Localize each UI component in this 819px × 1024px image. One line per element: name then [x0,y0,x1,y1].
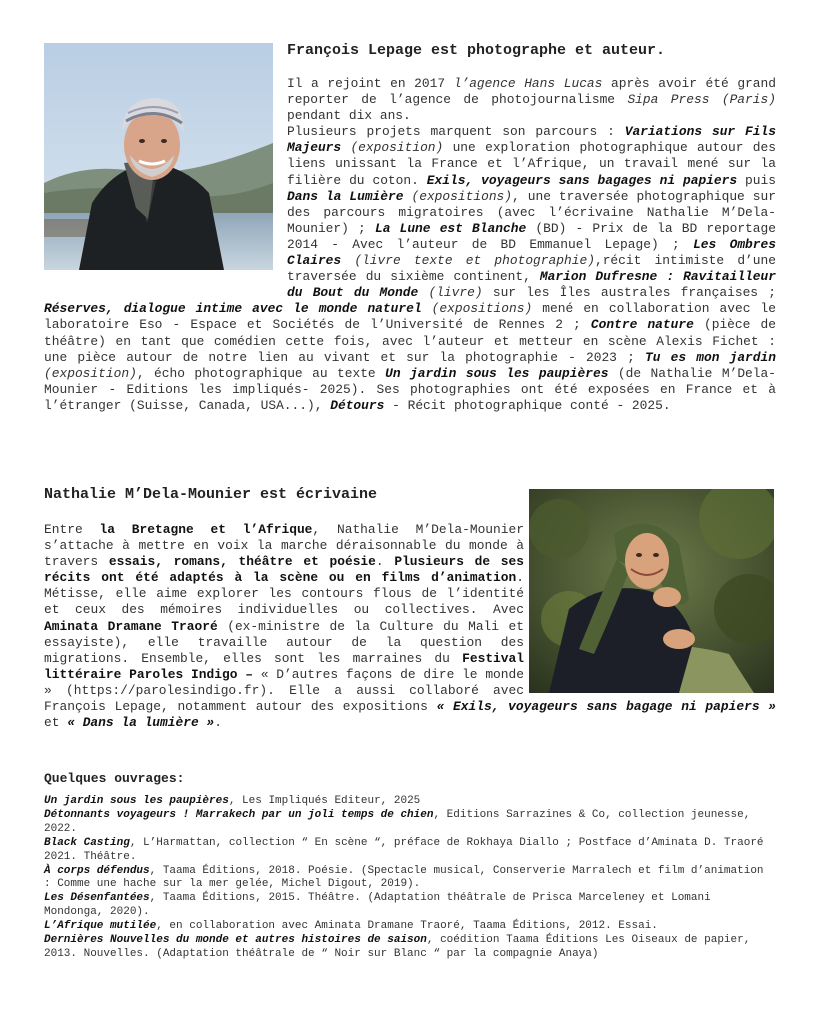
work-item [44,795,774,809]
text-run: Entre [44,522,100,537]
emphasis-text: Variations sur Fils Majeurs [287,124,776,156]
text-run: une exploration photographique autour des liens unissant la France et l’Afrique, un travail mené sur la filière du coton. [287,140,776,188]
work-item [44,892,774,920]
emphasis-text: Marion Dufresne : Ravitailleur du Bout du Monde [287,269,776,301]
emphasis-text: Black Casting [44,836,130,849]
nathalie-title: Nathalie M’Dela-Mounier est écrivaine [44,486,378,503]
text-run [375,221,526,236]
text-run: , Les Impliqués Editeur, 2025 [228,795,421,807]
text-run: l’agence Hans Lucas [453,76,603,91]
emphasis-text: La Lune est Blanche [374,220,527,236]
text-run: puis [737,172,776,188]
text-run: (expositions) [403,188,513,204]
text-run: Plusieurs projets marquent son parcours : [287,124,625,140]
text-run: « D’autres façons de dire le monde » (https://parolesindigo.fr). Elle a aussi collaboré avec François Lepage, notamment autour des expositions [44,666,524,715]
text-run [645,350,776,365]
text-run: . [214,715,222,731]
text-run [427,173,737,188]
text-run: , une traversée photographique sur des parcours migratoires (avec l’écrivaine Nathalie M’Dela-Mounier) ; [287,188,776,236]
text-run: (expositions) [421,301,533,317]
text-run [44,892,150,904]
works-list [44,795,774,962]
text-run [330,398,384,413]
text-run [437,699,776,714]
text-run [67,715,214,730]
text-run: , Editions Sarrazines & Co, collection jeunesse, 2022. [44,808,751,835]
francois-title: François Lepage est photographe et auteur. [287,42,666,59]
text-run: , Nathalie M’Dela-Mounier s’attache à mettre en voix la marche déraisonnable du monde à travers [44,522,524,570]
text-run: (pièce de théâtre) en tant que comédien cette fois, avec l’auteur et metteur en scène Alexis Fichet : une pièce autour de notre lien au vivant et sur la photographie - 2023 ; [44,317,776,365]
works-title: Quelques ouvrages: [44,771,185,786]
text-run: , écho photographique au texte [136,365,386,381]
emphasis-text: Dans la Lumière [287,188,404,204]
emphasis-text: « Exils, voyageurs sans bagage ni papiers » [436,699,776,715]
text-run: Il a rejoint en 2017 [287,76,454,91]
work-item [44,934,774,962]
emphasis-text: Tu es mon jardin [644,349,776,365]
text-run [44,795,229,807]
emphasis-text: Les Désenfantées [44,892,150,905]
text-run: après avoir été grand reporter de l’agence de photojournalisme [287,76,776,108]
text-run: (livre) [418,285,483,301]
emphasis-text: Les Ombres Claires [287,236,776,269]
emphasis-text: Contre nature [590,317,694,333]
text-run: essais, romans, théâtre et poésie [108,554,376,570]
text-run [287,189,404,204]
text-run: Plusieurs de ses récits ont été adaptés à la scène ou en films d’animation [44,554,524,586]
text-run: mené en collaboration avec le laboratoire Eso - Espace et Sociétés de l’Université de Rennes 2 ; [44,301,776,333]
text-run [44,301,422,316]
text-run: , en collaboration avec Aminata Dramane Traoré, Taama Éditions, 2012. Essai. [156,920,658,933]
text-run: (de Nathalie M’Dela-Mounier - Editions les impliqués- 2025). Ses photographies ont été exposées en France et à l’étranger (Suisse, Canada, USA...), [44,365,776,413]
text-run [591,317,694,332]
text-run: , Taama Éditions, 2015. Théâtre. (Adaptation théâtrale de Prisca Marceleney et Lomani Mondonga, 2020). [44,892,711,919]
text-run: . [375,554,395,570]
text-run [44,837,130,849]
text-run: sur les Îles australes françaises ; [482,285,776,301]
text-run: (exposition) [341,140,444,156]
emphasis-text: Détonnants voyageurs ! Marrakech par un joli temps de chien [44,808,434,821]
nathalie-bio [44,522,776,731]
text-run: Aminata Dramane Traoré [44,618,218,634]
emphasis-text: « Dans la lumière » [67,715,215,731]
text-run: Festival littéraire Paroles Indigo – [44,650,524,682]
text-run: (BD) - Prix de la BD reportage 2014 - Avec l’auteur de BD Emmanuel Lepage) ; [287,220,777,252]
text-run: ,récit intimiste d’une traversée du sixième continent, [287,253,776,285]
text-run: , Taama Éditions, 2018. Poésie. (Spectacle musical, Conserverie Marralech et film d’animation : Comme une hache sur la mer gelée, Michel Digout, 2019). [44,864,764,891]
text-run [44,934,427,946]
emphasis-text: Exils, voyageurs sans bagages ni papiers [426,172,738,188]
text-run [44,809,433,821]
emphasis-text: Un jardin sous les paupières [385,365,609,381]
text-run: (livre texte et photographie) [341,253,595,269]
work-item [44,865,774,893]
text-run: , L’Harmattan, collection “ En scène “, préface de Rokhaya Diallo ; Postface d’Aminata D. Traoré 2021. Théâtre. [44,836,764,863]
emphasis-text: L’Afrique mutilée [44,920,157,933]
francois-bio [44,76,776,414]
text-run [385,366,608,381]
text-run: pendant dix ans. [287,108,411,124]
work-item [44,920,774,934]
emphasis-text: Détours [330,397,385,413]
text-run: et [44,715,68,731]
text-run: , coédition Taama Éditions Les Oiseaux de papier, 2013. Nouvelles. (Adaptation théâtrale de “ Noir sur Blanc “ par la compagnie Anaya) [44,934,751,960]
work-item [44,837,774,865]
emphasis-text: À corps défendus [44,864,150,877]
text-run: la Bretagne et l’Afrique [99,522,313,537]
emphasis-text: Dernières Nouvelles du monde et autres histoires de saison [44,934,427,947]
text-run [44,920,156,932]
text-run: (ex-ministre de la Culture du Mali et essayiste), elle travaille autour de la question des migrations. Ensemble, elles sont les marraines du [44,618,524,666]
emphasis-text: Réserves, dialogue intime avec le monde naturel [44,301,422,317]
text-run: - Récit photographique conté - 2025. [384,397,671,413]
text-run: Sipa Press (Paris) [627,92,776,108]
text-run [44,865,150,877]
text-run: . Métisse, elle aime explorer les contours flous de l’identité et ceux des mémoires individuelles ou collectives. Avec [44,570,524,618]
emphasis-text: Un jardin sous les paupières [44,795,229,807]
text-run: (exposition) [44,365,137,381]
work-item [44,809,774,837]
